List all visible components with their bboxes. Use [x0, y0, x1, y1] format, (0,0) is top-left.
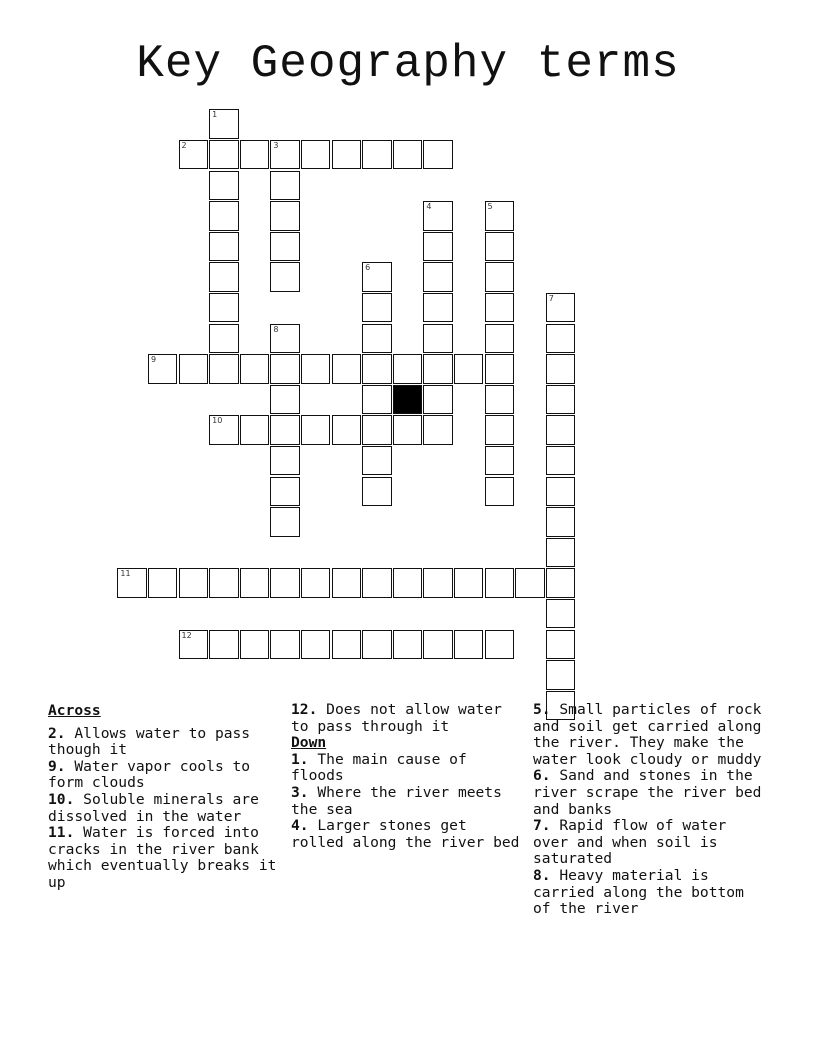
grid-cell[interactable] [423, 293, 452, 322]
grid-cell[interactable] [485, 293, 514, 322]
grid-cell[interactable] [546, 324, 575, 353]
grid-cell[interactable] [332, 354, 361, 383]
grid-cell[interactable] [240, 630, 269, 659]
grid-cell[interactable] [240, 415, 269, 444]
grid-cell[interactable] [270, 201, 299, 230]
grid-cell[interactable] [332, 415, 361, 444]
clue-number: 3. [291, 783, 309, 801]
grid-cell[interactable] [209, 293, 238, 322]
clue-text: Sand and stones in the river scrape the river bed and banks [533, 767, 762, 818]
grid-cell[interactable] [546, 477, 575, 506]
grid-cell[interactable] [546, 538, 575, 567]
grid-cell[interactable] [362, 477, 391, 506]
grid-cell[interactable] [454, 630, 483, 659]
grid-cell[interactable] [209, 354, 238, 383]
clue-text: Water is forced into cracks in the river bank which eventually breaks it up [48, 824, 277, 891]
grid-cell[interactable] [179, 354, 208, 383]
across-header: Across [48, 702, 101, 719]
cell-number: 10 [212, 416, 223, 426]
clue-text: Small particles of rock and soil get carried along the river. They make the water look cloudy or muddy [533, 701, 762, 768]
grid-cell[interactable] [270, 171, 299, 200]
grid-cell[interactable] [546, 599, 575, 628]
grid-cell[interactable] [362, 385, 391, 414]
clue-number: 7. [533, 817, 551, 835]
grid-cell[interactable] [270, 262, 299, 291]
clue-text: Where the river meets the sea [291, 783, 502, 818]
cell-number: 12 [181, 630, 192, 640]
grid-cell[interactable] [454, 354, 483, 383]
cell-number: 5 [487, 202, 493, 212]
grid-cell[interactable] [209, 630, 238, 659]
grid-cell[interactable] [393, 568, 422, 597]
clue-down-3 [291, 785, 521, 818]
clue-number: 12. [291, 701, 318, 718]
clue-across-12 [291, 702, 521, 735]
grid-cell[interactable] [209, 201, 238, 230]
grid-cell[interactable] [485, 262, 514, 291]
grid-cell[interactable] [393, 630, 422, 659]
grid-cell[interactable] [423, 415, 452, 444]
clue-text: Soluble minerals are dissolved in the water [48, 790, 259, 825]
clue-down-8 [533, 868, 763, 918]
grid-cell[interactable] [423, 354, 452, 383]
page-title: Key Geography terms [136, 38, 680, 90]
grid-cell[interactable] [362, 446, 391, 475]
grid-cell[interactable] [209, 568, 238, 597]
grid-cell[interactable] [423, 568, 452, 597]
grid-cell[interactable] [270, 324, 299, 353]
cell-number: 6 [365, 263, 371, 273]
grid-cell[interactable] [423, 262, 452, 291]
cell-number: 2 [181, 140, 187, 150]
grid-cell[interactable] [515, 568, 544, 597]
grid-cell[interactable] [485, 385, 514, 414]
grid-cell[interactable] [301, 415, 330, 444]
grid-cell[interactable] [209, 324, 238, 353]
cell-number: 8 [273, 324, 279, 334]
grid-cell[interactable] [209, 262, 238, 291]
grid-cell[interactable] [209, 140, 238, 169]
grid-cell[interactable] [209, 415, 238, 444]
grid-cell[interactable] [423, 385, 452, 414]
grid-cell[interactable] [546, 354, 575, 383]
clue-across-11 [48, 825, 278, 891]
grid-cell[interactable] [148, 568, 177, 597]
grid-cell[interactable] [485, 568, 514, 597]
clue-text: Rapid flow of water over and when soil is saturated [533, 817, 727, 868]
grid-cell[interactable] [209, 232, 238, 261]
grid-cell[interactable] [362, 568, 391, 597]
grid-cell[interactable] [362, 293, 391, 322]
grid-cell[interactable] [117, 568, 146, 597]
grid-cell[interactable] [362, 630, 391, 659]
cell-number: 1 [212, 110, 218, 120]
clues-column-1 [48, 702, 278, 892]
grid-cell[interactable] [362, 354, 391, 383]
clue-down-4 [291, 818, 521, 851]
grid-cell[interactable] [423, 232, 452, 261]
clue-down-6 [533, 768, 763, 818]
clue-text: Allows water to pass though it [48, 724, 251, 759]
grid-cell[interactable] [423, 140, 452, 169]
grid-cell[interactable] [546, 568, 575, 597]
grid-cell[interactable] [393, 140, 422, 169]
grid-cell[interactable] [209, 109, 238, 138]
grid-cell[interactable] [423, 201, 452, 230]
grid-cell[interactable] [393, 415, 422, 444]
clue-down-7 [533, 818, 763, 868]
grid-cell[interactable] [301, 140, 330, 169]
clue-text: Larger stones get rolled along the river bed [291, 817, 520, 851]
grid-cell[interactable] [362, 140, 391, 169]
grid-cell[interactable] [332, 630, 361, 659]
grid-cell[interactable] [546, 385, 575, 414]
black-square [393, 385, 422, 414]
clues-column-2 [291, 702, 521, 851]
grid-cell[interactable] [362, 324, 391, 353]
clue-number: 4. [291, 817, 309, 835]
grid-cell[interactable] [454, 568, 483, 597]
grid-cell[interactable] [270, 232, 299, 261]
grid-cell[interactable] [362, 262, 391, 291]
clue-down-5 [533, 702, 763, 768]
grid-cell[interactable] [270, 507, 299, 536]
grid-cell[interactable] [148, 354, 177, 383]
cell-number: 4 [426, 202, 432, 212]
cell-number: 3 [273, 140, 279, 150]
grid-cell[interactable] [270, 446, 299, 475]
clue-number: 9. [48, 757, 66, 775]
grid-cell[interactable] [546, 415, 575, 444]
clue-number: 2. [48, 724, 66, 742]
grid-cell[interactable] [485, 630, 514, 659]
grid-cell[interactable] [270, 630, 299, 659]
grid-cell[interactable] [393, 354, 422, 383]
grid-cell[interactable] [546, 507, 575, 536]
clue-text: The main cause of floods [291, 750, 467, 785]
grid-cell[interactable] [240, 568, 269, 597]
clue-number: 6. [533, 767, 551, 785]
clue-number: 11. [48, 824, 75, 842]
grid-cell[interactable] [485, 324, 514, 353]
grid-cell[interactable] [332, 140, 361, 169]
clue-across-10 [48, 792, 278, 825]
grid-cell[interactable] [270, 385, 299, 414]
down-header: Down [291, 734, 327, 752]
clue-text: Heavy material is carried along the bottom of the river [533, 866, 744, 918]
clue-across-2 [48, 726, 278, 759]
grid-cell[interactable] [179, 568, 208, 597]
grid-cell[interactable] [546, 293, 575, 322]
grid-cell[interactable] [485, 415, 514, 444]
grid-cell[interactable] [423, 324, 452, 353]
grid-cell[interactable] [546, 660, 575, 689]
grid-cell[interactable] [179, 630, 208, 659]
clue-text: Does not allow water to pass through it [291, 701, 502, 735]
grid-cell[interactable] [423, 630, 452, 659]
clue-number: 8. [533, 866, 551, 884]
grid-cell[interactable] [485, 232, 514, 261]
grid-cell[interactable] [270, 140, 299, 169]
grid-cell[interactable] [270, 354, 299, 383]
grid-cell[interactable] [270, 477, 299, 506]
grid-cell[interactable] [485, 201, 514, 230]
grid-cell[interactable] [485, 477, 514, 506]
cell-number: 9 [150, 355, 157, 365]
grid-cell[interactable] [485, 354, 514, 383]
grid-cell[interactable] [301, 630, 330, 659]
grid-cell[interactable] [362, 415, 391, 444]
grid-cell[interactable] [485, 446, 514, 475]
grid-cell[interactable] [546, 446, 575, 475]
grid-cell[interactable] [301, 568, 330, 597]
cell-number: 7 [548, 293, 554, 303]
grid-cell[interactable] [332, 568, 361, 597]
grid-cell[interactable] [240, 354, 269, 383]
grid-cell[interactable] [179, 140, 208, 169]
clue-across-9 [48, 759, 278, 792]
clue-number: 1. [291, 750, 309, 768]
clue-text: Water vapor cools to form clouds [48, 757, 251, 792]
grid-cell[interactable] [301, 354, 330, 383]
grid-cell[interactable] [270, 568, 299, 597]
clue-down-1 [291, 752, 521, 785]
cell-number: 11 [120, 569, 131, 579]
grid-cell[interactable] [209, 171, 238, 200]
clue-number: 5. [533, 701, 551, 718]
clues-column-3 [533, 702, 763, 918]
grid-cell[interactable] [270, 415, 299, 444]
grid-cell[interactable] [240, 140, 269, 169]
clue-number: 10. [48, 790, 75, 808]
grid-cell[interactable] [546, 630, 575, 659]
